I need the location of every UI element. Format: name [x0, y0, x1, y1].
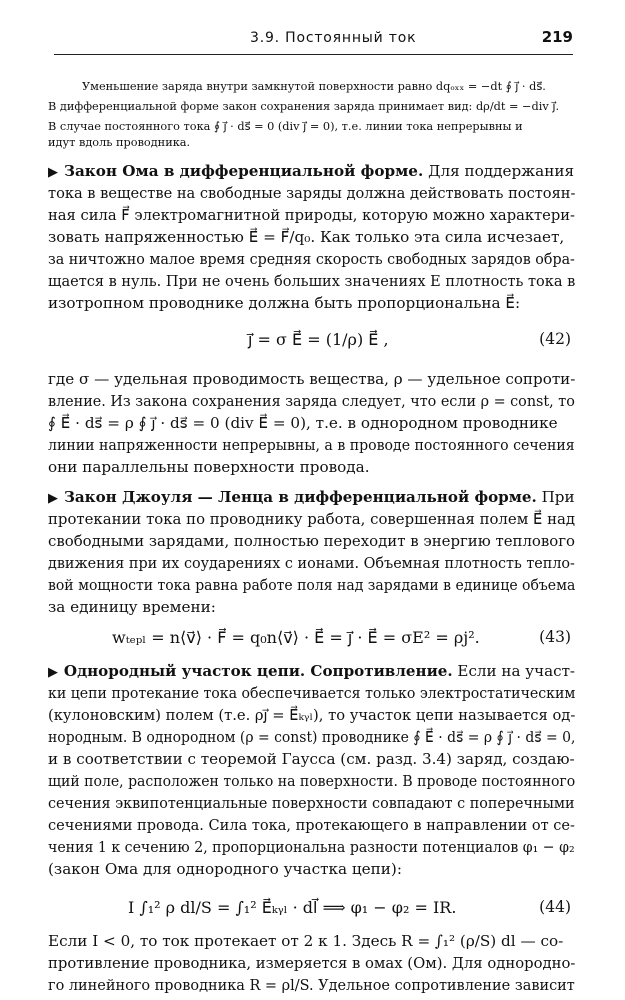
- text-line: щается в нуль. При не очень больших значениях E плотность тока в: [48, 272, 576, 290]
- text-line: сечения эквипотенциальные поверхности совпадают с поперечными: [48, 794, 575, 812]
- text-line: тока в веществе на свободные заряды должна действовать постоян-: [48, 184, 576, 202]
- text-line: ∮ E⃗ · ds⃗ = ρ ∮ j⃗ · ds⃗ = 0 (div E⃗ = 0), т.е. в однородном проводнике: [48, 414, 558, 432]
- equation-44: I ∫₁² ρ dl/S = ∫₁² E⃗ₖᵧₗ · dl⃗ ⟹ φ₁ − φ₂ = IR.: [128, 898, 457, 917]
- text-line: го линейного проводника R = ρl/S. Удельное сопротивление зависит: [48, 976, 575, 994]
- text-line: вой мощности тока равна работе поля над зарядами в единице объема: [48, 576, 576, 594]
- note-line: В дифференциальной форме закон сохранения заряда принимает вид: dρ/dt = −div j⃗.: [48, 100, 560, 113]
- note-line: идут вдоль проводника.: [48, 136, 191, 149]
- joule-first-rest: При: [536, 488, 575, 506]
- ohm-first-rest: Для поддержания: [423, 162, 575, 180]
- note-line: Уменьшение заряда внутри замкнутой поверхности равно dqₒₓₓ = −dt ∮ j⃗ · ds⃗.: [82, 80, 546, 93]
- joule-heading-line: [48, 488, 575, 506]
- text-line: ная сила F⃗ электромагнитной природы, которую можно характери-: [48, 206, 575, 224]
- paragraph-marker-icon: ▶: [48, 665, 58, 680]
- uniform-heading-line: [48, 662, 575, 680]
- text-line: изотропном проводнике должна быть пропорциональна E⃗:: [48, 294, 521, 312]
- text-line: чения 1 к сечению 2, пропорциональна разности потенциалов φ₁ − φ₂: [48, 838, 575, 856]
- running-header: [54, 24, 573, 55]
- text-line: и в соответствии с теоремой Гаусса (см. разд. 3.4) заряд, создаю-: [48, 750, 575, 768]
- equation-number: (42): [539, 330, 571, 348]
- uniform-title: Однородный участок цепи. Сопротивление.: [63, 662, 453, 680]
- text-line: нородным. В однородном (ρ = const) проводнике ∮ E⃗ · ds⃗ = ρ ∮ j⃗ · ds⃗ = 0,: [48, 728, 576, 746]
- text-line: противление проводника, измеряется в омах (Ом). Для однородно-: [48, 954, 576, 972]
- text-line: где σ — удельная проводимость вещества, ρ — удельное сопроти-: [48, 370, 576, 388]
- equation-number: (44): [539, 898, 571, 916]
- text-line: Если I < 0, то ток протекает от 2 к 1. Здесь R = ∫₁² (ρ/S) dl — со-: [48, 932, 564, 950]
- text-line: (кулоновским) полем (т.е. ρj⃗ = E⃗ₖᵧₗ), то участок цепи называется од-: [48, 706, 576, 724]
- joule-title: Закон Джоуля — Ленца в дифференциальной форме.: [63, 488, 537, 506]
- text-line: вление. Из закона сохранения заряда следует, что если ρ = const, то: [48, 392, 575, 410]
- ohm-heading-line: [48, 162, 574, 180]
- ohm-title: Закон Ома в дифференциальной форме.: [64, 162, 424, 180]
- uniform-first-rest: Если на участ-: [452, 662, 576, 680]
- text-line: линии напряженности непрерывны, а в проводе постоянного сечения: [48, 436, 575, 454]
- section-title: 3.9. Постоянный ток: [250, 30, 417, 46]
- text-line: за единицу времени:: [48, 598, 216, 616]
- page-number: 219: [541, 28, 573, 46]
- text-line: за ничтожно малое время средняя скорость свободных зарядов обра-: [48, 250, 575, 268]
- text-line: свободными зарядами, полностью переходит в энергию теплового: [48, 532, 576, 550]
- text-line: (закон Ома для однородного участка цепи):: [48, 860, 402, 878]
- note-line: В случае постоянного тока ∮ j⃗ · ds⃗ = 0 (div j⃗ = 0), т.е. линии тока непрерывны и: [48, 120, 523, 133]
- text-line: они параллельны поверхности провода.: [48, 458, 370, 476]
- text-line: сечениями провода. Сила тока, протекающего в направлении от се-: [48, 816, 575, 834]
- paragraph-marker-icon: ▶: [48, 165, 58, 180]
- paragraph-marker-icon: ▶: [48, 491, 58, 506]
- equation-number: (43): [539, 628, 571, 646]
- equation-42: j⃗ = σ E⃗ = (1/ρ) E⃗ ,: [248, 330, 389, 349]
- text-line: щий поле, расположен только на поверхности. В проводе постоянного: [48, 772, 576, 790]
- text-line: ки цепи протекание тока обеспечивается только электростатическим: [48, 684, 576, 702]
- text-line: движения при их соударениях с ионами. Объемная плотность тепло-: [48, 554, 575, 572]
- text-line: зовать напряженностью E⃗ = F⃗/q₀. Как только эта сила исчезает,: [48, 228, 565, 246]
- text-line: протекании тока по проводнику работа, совершенная полем E⃗ над: [48, 510, 576, 528]
- equation-43: wₜₑₚₗ = n⟨v⃗⟩ · F⃗ = q₀n⟨v⃗⟩ · E⃗ = j⃗ · E⃗ = σE² = ρj².: [112, 628, 480, 647]
